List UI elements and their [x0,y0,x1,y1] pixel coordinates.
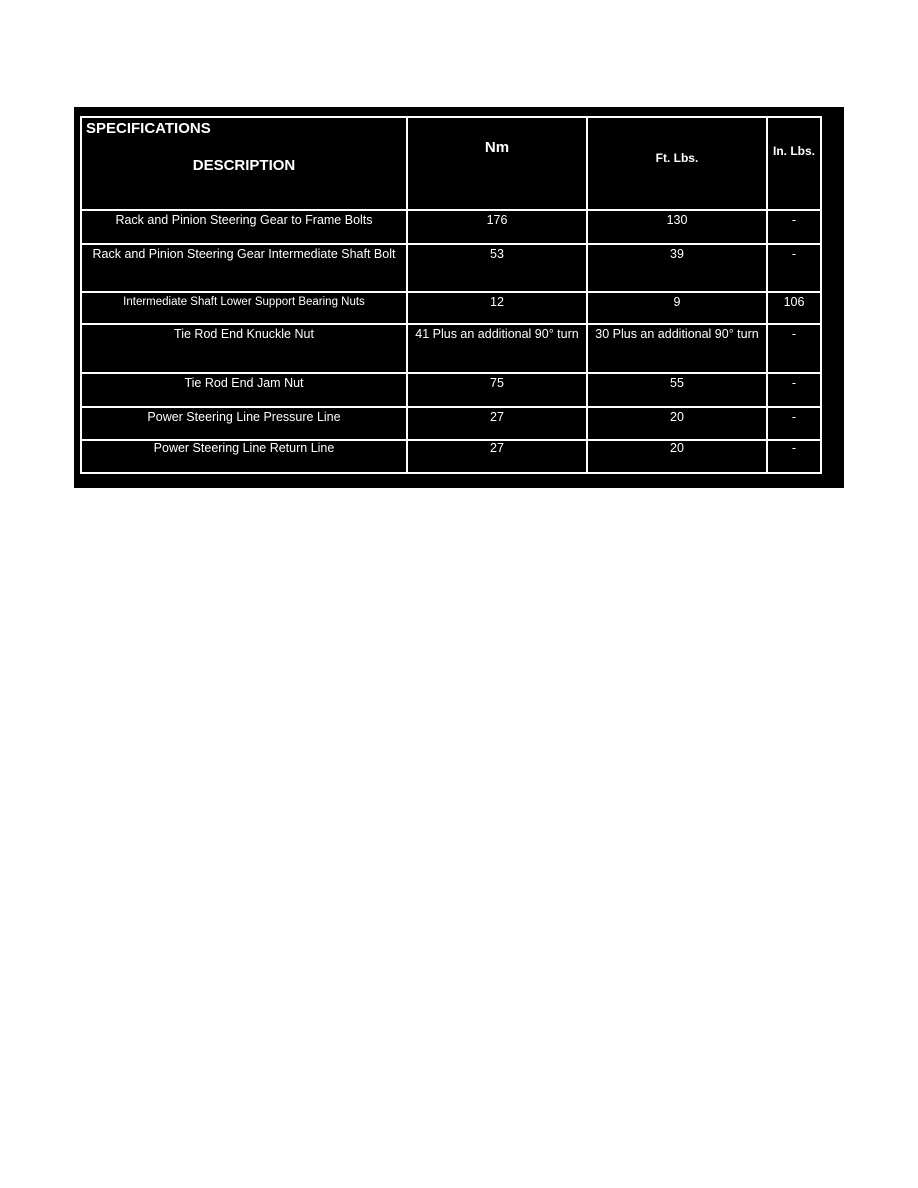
description-text: Power Steering Line Pressure Line [147,410,341,424]
ft-lbs-cell [587,292,767,324]
description-cell [81,373,407,407]
in-lbs-value: - [791,247,797,261]
in-lbs-cell [767,292,821,324]
in-lbs-value: - [791,376,797,390]
nm-value: 27 [490,441,504,455]
ft-lbs-cell [587,407,767,440]
ft-lbs-value: 39 [670,247,684,261]
ft-lbs-value: 30 Plus an additional 90° turn [595,327,759,341]
ft-lbs-cell [587,440,767,473]
nm-cell [407,292,587,324]
description-cell [81,244,407,292]
nm-value: 53 [490,247,504,261]
ft-lbs-column-header: Ft. Lbs. [655,151,699,165]
nm-cell [407,244,587,292]
ft-lbs-value: 20 [670,410,684,424]
in-lbs-cell [767,244,821,292]
nm-cell [407,324,587,373]
header-description-cell [81,117,407,210]
in-lbs-value: - [791,213,797,227]
table-row [81,244,821,292]
description-cell [81,440,407,473]
in-lbs-cell [767,440,821,473]
table-header-row [81,117,821,210]
in-lbs-column-header: In. Lbs. [773,144,815,158]
ft-lbs-value: 9 [673,295,681,309]
description-text: Tie Rod End Knuckle Nut [174,327,314,341]
in-lbs-cell [767,373,821,407]
in-lbs-cell [767,324,821,373]
table-row [81,373,821,407]
specifications-table [80,116,822,474]
nm-cell [407,440,587,473]
in-lbs-value: 106 [783,295,805,309]
nm-value: 176 [486,213,508,227]
description-text: Rack and Pinion Steering Gear to Frame Bolts [115,213,373,227]
description-cell [81,292,407,324]
ft-lbs-value: 130 [666,213,688,227]
table-row [81,440,821,473]
in-lbs-value: - [791,410,797,424]
nm-value: 12 [490,295,504,309]
table-row [81,210,821,244]
nm-column-header: Nm [484,139,510,156]
ft-lbs-cell [587,210,767,244]
table-title: SPECIFICATIONS [86,120,211,137]
description-text: Intermediate Shaft Lower Support Bearing Nuts [123,296,365,308]
description-text: Power Steering Line Return Line [153,441,335,455]
in-lbs-cell [767,210,821,244]
nm-cell [407,373,587,407]
ft-lbs-column-header-cell [587,117,767,210]
ft-lbs-cell [587,373,767,407]
description-cell [81,407,407,440]
table-row [81,407,821,440]
nm-value: 75 [490,376,504,390]
description-text: Rack and Pinion Steering Gear Intermediate Shaft Bolt [92,247,396,261]
nm-value: 27 [490,410,504,424]
ft-lbs-value: 55 [670,376,684,390]
ft-lbs-cell [587,324,767,373]
nm-value: 41 Plus an additional 90° turn [415,327,579,341]
description-text: Tie Rod End Jam Nut [184,376,304,390]
in-lbs-value: - [791,327,797,341]
in-lbs-value: - [791,441,797,455]
in-lbs-column-header-cell [767,117,821,210]
ft-lbs-value: 20 [670,441,684,455]
table-row [81,324,821,373]
in-lbs-cell [767,407,821,440]
nm-column-header-cell [407,117,587,210]
table-row [81,292,821,324]
nm-cell [407,210,587,244]
description-cell [81,324,407,373]
description-cell [81,210,407,244]
specifications-panel [74,107,844,488]
ft-lbs-cell [587,244,767,292]
description-column-header: DESCRIPTION [192,157,296,174]
nm-cell [407,407,587,440]
